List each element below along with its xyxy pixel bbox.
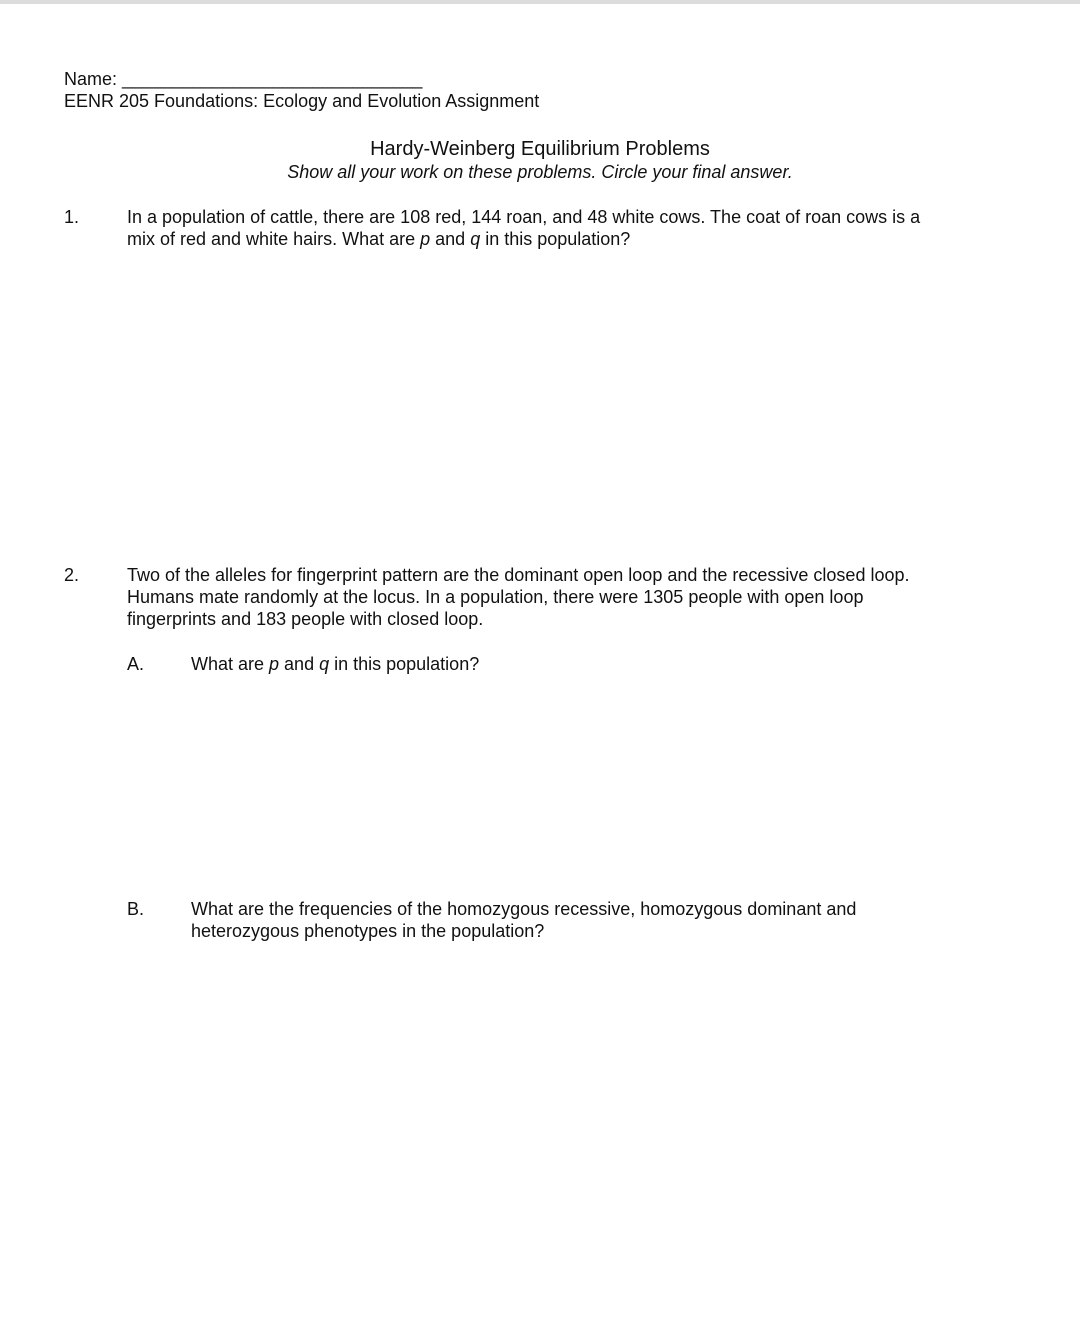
page-instructions: Show all your work on these problems. Circle your final answer. [287,162,793,182]
part-b-label: B. [127,899,145,919]
part-a-text: What are p and q in this population? [191,654,480,674]
question-2-text [127,564,1007,630]
question-1-number: 1. [64,207,80,227]
variable-p: p [420,229,431,249]
top-border [0,0,1080,4]
part-b-line-2: heterozygous phenotypes in the population? [191,921,545,941]
part-a-label: A. [127,654,145,674]
question-2-line-2: Humans mate randomly at the locus. In a population, there were 1305 people with open loop [127,587,864,607]
question-2-number: 2. [64,565,80,585]
question-1-line-2: mix of red and white hairs. What are p and q in this population? [127,229,631,249]
name-label: Name: [64,69,118,89]
name-blank: ______________________________ [122,69,423,89]
variable-p: p [269,654,280,674]
variable-q: q [470,229,481,249]
course-title: EENR 205 Foundations: Ecology and Evolution Assignment [64,91,540,111]
question-1-text [127,206,1007,250]
part-b-text [191,898,1011,942]
question-2-line-3: fingerprints and 183 people with closed loop. [127,609,484,629]
page-title: Hardy-Weinberg Equilibrium Problems [370,138,710,160]
question-1-line-1: In a population of cattle, there are 108 red, 144 roan, and 48 white cows. The coat of roan cows is a [127,207,921,227]
name-field [64,68,422,90]
part-b-line-1: What are the frequencies of the homozygous recessive, homozygous dominant and [191,899,857,919]
variable-q: q [319,654,330,674]
question-2-line-1: Two of the alleles for fingerprint pattern are the dominant open loop and the recessive closed loop. [127,565,910,585]
